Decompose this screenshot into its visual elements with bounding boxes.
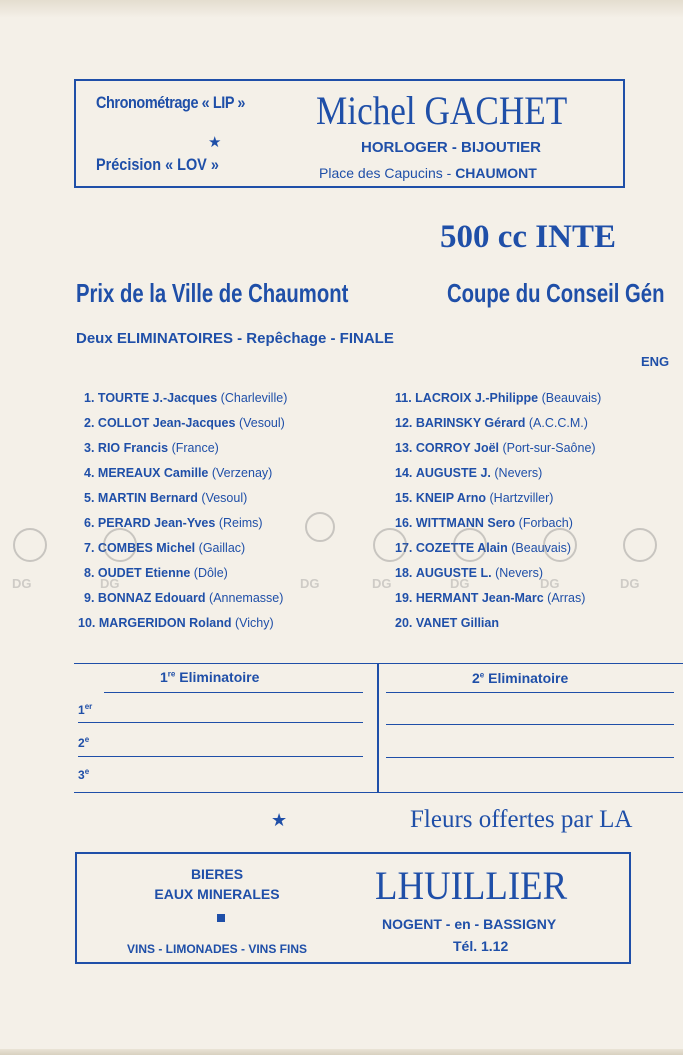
ad-gachet-trade: HORLOGER - BIJOUTIER xyxy=(361,139,542,156)
heat2-line xyxy=(386,692,674,693)
ad-gachet-address xyxy=(319,165,537,181)
ad-vins: VINS - LIMONADES - VINS FINS xyxy=(126,942,307,956)
page-top-shadow xyxy=(0,0,683,18)
ad-bieres: BIERES xyxy=(190,866,244,882)
flowers-credit: Fleurs offertes par LA xyxy=(410,806,633,833)
ad-lip-line: Chronométrage « LIP » xyxy=(96,93,246,112)
coupe-title: Coupe du Conseil Gén xyxy=(447,278,665,308)
rider-row: 18. AUGUSTE L. (Nevers) xyxy=(395,566,543,580)
ad-gachet-name: Michel GACHET xyxy=(316,88,568,133)
heat1-heading: 1re Eliminatoire xyxy=(160,669,260,685)
heat2-line xyxy=(386,757,674,758)
star-icon: ★ xyxy=(271,810,288,830)
place-label: 3e xyxy=(78,767,90,782)
rider-row: 13. CORROY Joël (Port-sur-Saône) xyxy=(395,441,596,455)
results-table xyxy=(74,663,683,793)
page-bottom-edge xyxy=(0,1049,683,1055)
rider-row: 7. COMBES Michel (Gaillac) xyxy=(84,541,246,555)
ad-lov-line: Précision « LOV » xyxy=(96,155,219,174)
rider-row: 15. KNEIP Arno (Hartzviller) xyxy=(395,491,554,505)
svg-text:DG: DG xyxy=(372,576,392,591)
rider-row: 12. BARINSKY Gérard (A.C.C.M.) xyxy=(395,416,588,430)
rider-row: 9. BONNAZ Edouard (Annemasse) xyxy=(84,591,284,605)
svg-text:DG: DG xyxy=(620,576,640,591)
rider-row: 14. AUGUSTE J. (Nevers) xyxy=(395,466,543,480)
heat1-line xyxy=(104,692,363,693)
rider-row: 19. HERMANT Jean-Marc (Arras) xyxy=(395,591,586,605)
rider-row: 4. MEREAUX Camille (Verzenay) xyxy=(84,466,273,480)
rider-row: 8. OUDET Etienne (Dôle) xyxy=(84,566,228,580)
rider-row: 2. COLLOT Jean-Jacques (Vesoul) xyxy=(84,416,285,430)
event-title: 500 cc INTE xyxy=(440,219,616,255)
place-label: 2e xyxy=(78,735,90,750)
ad-lhuillier-town: NOGENT - en - BASSIGNY xyxy=(382,916,557,932)
table-divider xyxy=(377,664,379,792)
svg-text:DG: DG xyxy=(450,576,470,591)
engages-heading: ENG xyxy=(641,354,670,369)
heat1-line xyxy=(78,722,363,723)
square-bullet-icon xyxy=(217,914,225,922)
place-label: 1er xyxy=(78,702,93,717)
ad-lhuillier-tel: Tél. 1.12 xyxy=(453,938,509,954)
rider-row: 20. VANET Gillian xyxy=(395,616,499,630)
ad-address-town: CHAUMONT xyxy=(455,165,537,181)
rider-row: 1. TOURTE J.-Jacques (Charleville) xyxy=(84,391,288,405)
svg-text:DG: DG xyxy=(540,576,560,591)
rider-row: 10. MARGERIDON Roland (Vichy) xyxy=(78,616,274,630)
prix-title: Prix de la Ville de Chaumont xyxy=(76,278,349,308)
svg-text:DG: DG xyxy=(100,576,120,591)
ad-lhuillier xyxy=(75,852,631,964)
rider-row: 5. MARTIN Bernard (Vesoul) xyxy=(84,491,248,505)
star-icon: ★ xyxy=(208,134,222,151)
ad-gachet-left xyxy=(96,93,296,174)
rider-row: 6. PERARD Jean-Yves (Reims) xyxy=(84,516,263,530)
rider-row: 16. WITTMANN Sero (Forbach) xyxy=(395,516,573,530)
heat1-line xyxy=(78,756,363,757)
rider-row: 3. RIO Francis (France) xyxy=(84,441,219,455)
ad-eaux: EAUX MINERALES xyxy=(154,886,280,902)
rider-row: 17. COZETTE Alain (Beauvais) xyxy=(395,541,572,555)
ad-gachet xyxy=(74,79,625,188)
svg-text:DG: DG xyxy=(300,576,320,591)
ad-address-prefix: Place des Capucins - xyxy=(319,165,456,181)
heat2-line xyxy=(386,724,674,725)
watermark-logo xyxy=(0,505,683,595)
format-subtitle: Deux ELIMINATOIRES - Repêchage - FINALE xyxy=(76,330,394,347)
svg-text:DG: DG xyxy=(12,576,32,591)
ad-lhuillier-brand: LHUILLIER xyxy=(375,863,568,908)
rider-row: 11. LACROIX J.-Philippe (Beauvais) xyxy=(395,391,602,405)
heat2-heading: 2e Eliminatoire xyxy=(472,670,569,686)
